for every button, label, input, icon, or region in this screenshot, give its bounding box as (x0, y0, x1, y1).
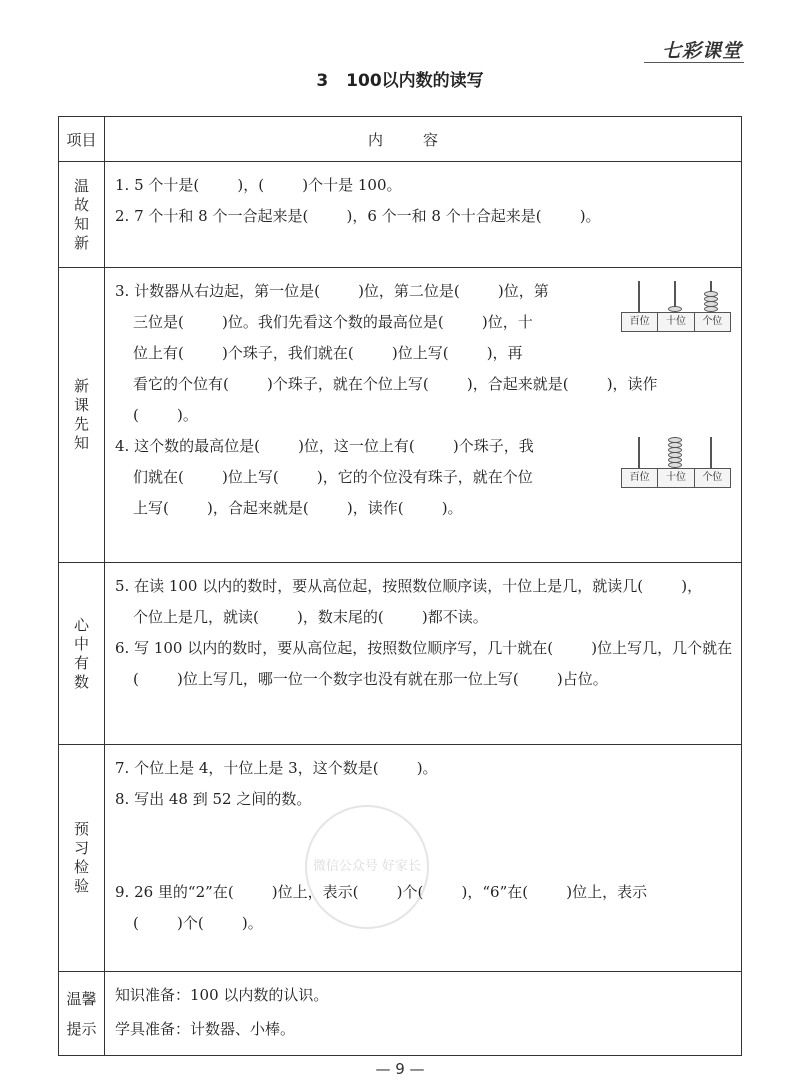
place-label-hundreds: 百位 (622, 313, 658, 331)
abacus-place-labels (621, 468, 731, 488)
watermark-stamp: 微信公众号 好家长 (305, 805, 429, 929)
section-content-preview (105, 268, 742, 563)
place-label-tens: 十位 (658, 313, 694, 331)
section-label-summary: 心中有数 (59, 563, 105, 745)
brand-underline (644, 62, 744, 63)
question-line: 6. 写 100 以内的数时，要从高位起，按照数位顺序写，几十就在( )位上写几，几个就在 (115, 639, 733, 657)
section-label-review: 温故知新 (59, 162, 105, 268)
section-preview (59, 268, 742, 563)
abacus-diagram-2 (621, 436, 731, 488)
question-line: 1. 5 个十是( )，( )个十是 100。 (115, 176, 402, 194)
header-content: 内容 (105, 117, 742, 162)
abacus-bead (704, 291, 718, 297)
section-label-preview: 新课先知 (59, 268, 105, 563)
place-label-ones: 个位 (695, 313, 730, 331)
place-label-ones: 个位 (695, 469, 730, 487)
section-tips (59, 972, 742, 1056)
tip-line: 知识准备：100 以内数的认识。 (115, 986, 329, 1004)
question-line: 2. 7 个十和 8 个一合起来是( )，6 个一和 8 个十合起来是( )。 (115, 207, 601, 225)
worksheet-table (58, 116, 742, 1056)
question-line: ( )。 (133, 406, 198, 424)
page-title (0, 66, 800, 91)
lesson-title: 100以内数的读写 (346, 71, 484, 91)
section-check (59, 745, 742, 972)
section-content-review (105, 162, 742, 268)
question-line: 8. 写出 48 到 52 之间的数。 (115, 790, 312, 808)
header-item: 项目 (59, 117, 105, 162)
question-line: 三位是( )位。我们先看这个数的最高位是( )位，十 (133, 313, 533, 331)
question-line: 们就在( )位上写( )，它的个位没有珠子，就在个位 (133, 468, 533, 486)
place-label-hundreds: 百位 (622, 469, 658, 487)
tip-line: 学具准备：计数器、小棒。 (115, 1020, 296, 1038)
abacus-bead (668, 306, 682, 312)
question-line: 4. 这个数的最高位是( )位，这一位上有( )个珠子，我 (115, 437, 534, 455)
table-header-row (59, 117, 742, 162)
abacus-rod-hundreds (638, 437, 640, 469)
page-number: — 9 — (375, 1060, 425, 1078)
section-label-tips: 温馨提示 (59, 972, 105, 1056)
abacus-rod-ones (710, 437, 712, 469)
question-line: 位上有( )个珠子，我们就在( )位上写( )，再 (133, 344, 523, 362)
section-content-tips (105, 972, 742, 1056)
question-line: 看它的个位有( )个珠子，就在个位上写( )，合起来就是( )，读作 (133, 375, 658, 393)
question-line: 个位上是几，就读( )，数末尾的( )都不读。 (133, 608, 488, 626)
place-label-tens: 十位 (658, 469, 694, 487)
section-review (59, 162, 742, 268)
question-line: 上写( )，合起来就是( )，读作( )。 (133, 499, 463, 517)
question-line: ( )位上写几，哪一位一个数字也没有就在那一位上写( )占位。 (133, 670, 608, 688)
question-line: 5. 在读 100 以内的数时，要从高位起，按照数位顺序读，十位上是几，就读几( )， (115, 577, 703, 595)
abacus-bead (668, 437, 682, 443)
abacus-rod-hundreds (638, 281, 640, 313)
brand-logo: 七彩课堂 (661, 40, 742, 62)
question-line: 9. 26 里的“2”在( )位上，表示( )个( )，“6”在( )位上，表示 (115, 883, 648, 901)
abacus-place-labels (621, 312, 731, 332)
question-line: 7. 个位上是 4，十位上是 3，这个数是( )。 (115, 759, 438, 777)
lesson-number: 3 (316, 71, 329, 91)
abacus-diagram-1 (621, 280, 731, 332)
question-line: 3. 计数器从右边起，第一位是( )位，第二位是( )位，第 (115, 282, 549, 300)
section-label-check: 预习检验 (59, 745, 105, 972)
question-line: ( )个( )。 (133, 914, 263, 932)
section-content-check (105, 745, 742, 972)
section-summary (59, 563, 742, 745)
section-content-summary (105, 563, 742, 745)
